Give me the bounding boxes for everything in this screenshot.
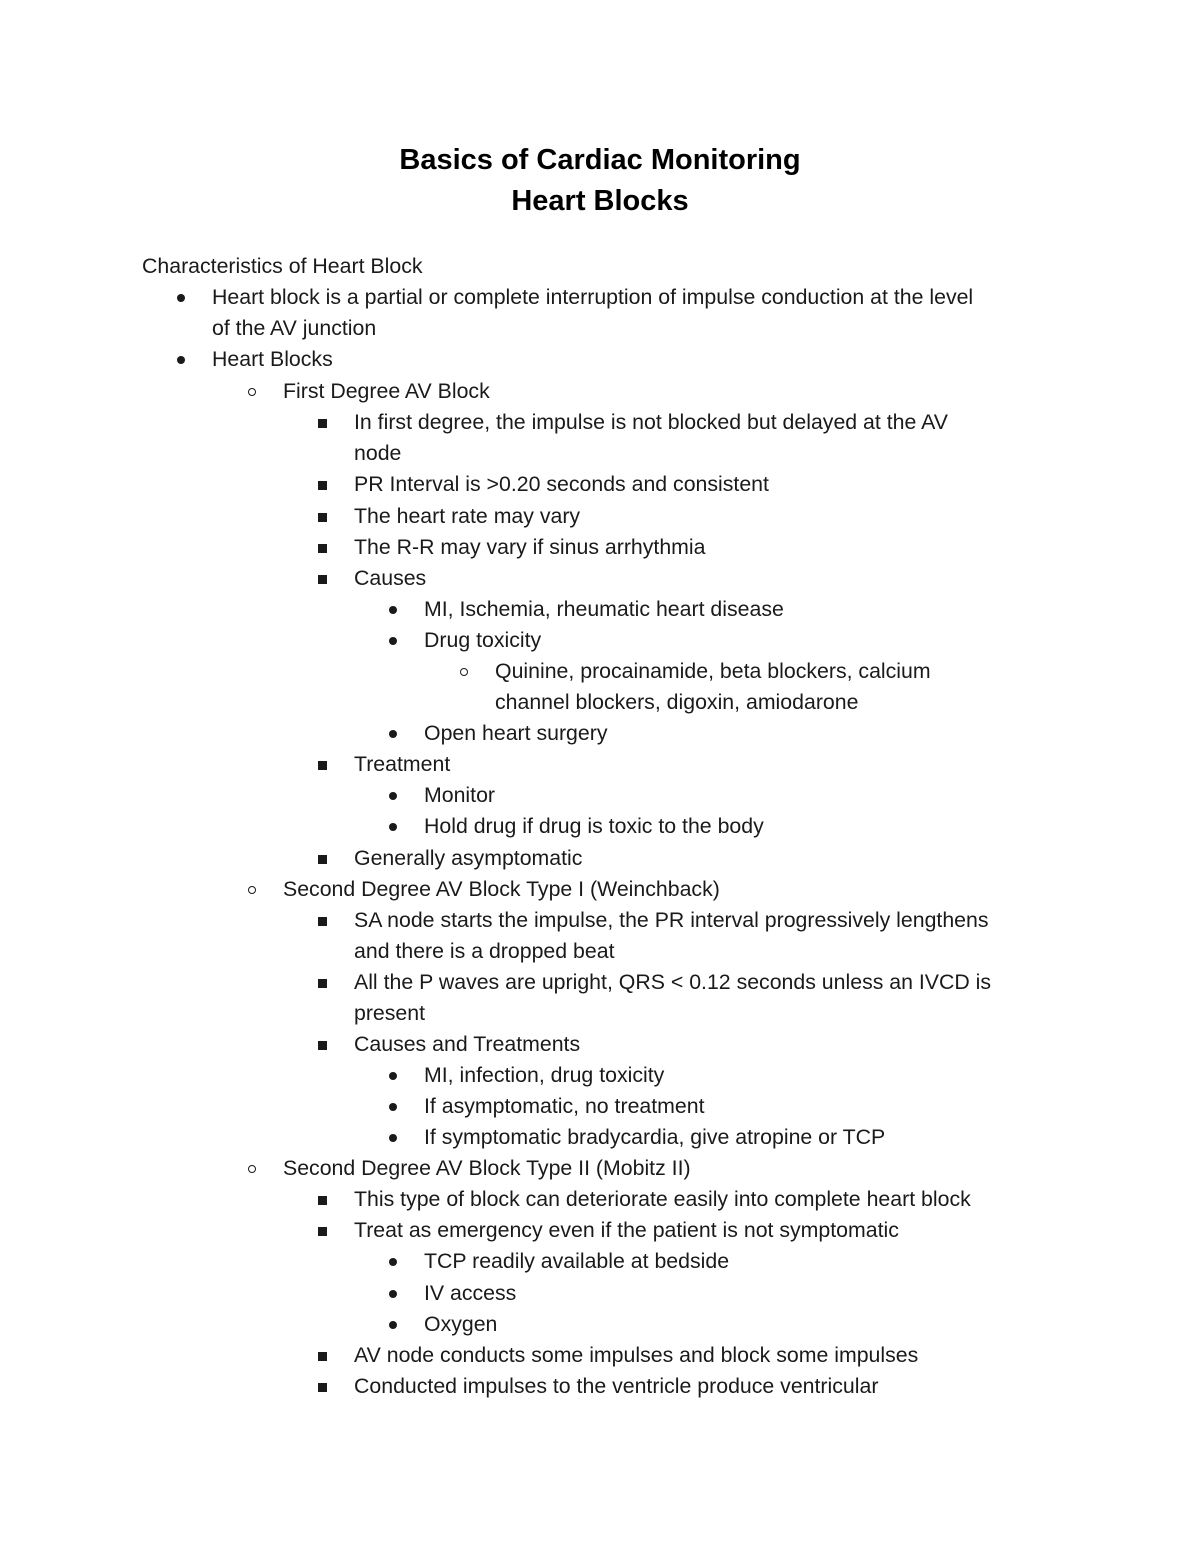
list-item-text: SA node starts the impulse, the PR interval progressively lengthens [354, 908, 989, 932]
list-item [424, 720, 608, 746]
list-item-text: PR Interval is >0.20 seconds and consistent [354, 472, 769, 496]
list-item [354, 1031, 580, 1057]
list-item [354, 565, 426, 591]
list-item [424, 1124, 885, 1150]
list-item [354, 1000, 425, 1026]
list-item [354, 1342, 918, 1368]
list-item [354, 471, 769, 497]
list-item [354, 1373, 878, 1399]
square-bullet-icon [318, 1041, 327, 1050]
list-item [212, 315, 376, 341]
list-item [354, 503, 580, 529]
list-item-text: Oxygen [424, 1312, 498, 1336]
disc-bullet-icon [389, 1103, 397, 1111]
disc-bullet-icon [389, 637, 397, 645]
disc-bullet-icon [389, 823, 397, 831]
circle-bullet-icon [248, 886, 256, 894]
list-item [354, 1217, 899, 1243]
square-bullet-icon [318, 855, 327, 864]
document-title: Basics of Cardiac Monitoring [399, 144, 801, 176]
disc-bullet-icon [389, 730, 397, 738]
disc-bullet-icon [177, 294, 185, 302]
list-item [212, 346, 333, 372]
list-item-text: Heart Blocks [212, 347, 333, 371]
list-item [495, 658, 931, 684]
square-bullet-icon [318, 1196, 327, 1205]
list-item-text: Quinine, procainamide, beta blockers, calcium [495, 659, 931, 683]
circle-bullet-icon [248, 1165, 256, 1173]
list-item [424, 813, 764, 839]
list-item-text: If symptomatic bradycardia, give atropine or TCP [424, 1125, 886, 1149]
list-item-text: Hold drug if drug is toxic to the body [424, 814, 764, 838]
circle-bullet-icon [460, 668, 468, 676]
list-item-text: This type of block can deteriorate easily into complete heart block [354, 1187, 971, 1211]
list-item [354, 1186, 971, 1212]
list-item-text: of the AV junction [212, 316, 377, 340]
list-item [424, 1062, 664, 1088]
list-item [354, 907, 989, 933]
list-item [283, 378, 490, 404]
list-item [495, 689, 858, 715]
list-item [283, 1155, 691, 1181]
list-item [354, 534, 705, 560]
list-item-text: Monitor [424, 783, 496, 807]
list-item [354, 938, 615, 964]
list-item [354, 409, 948, 435]
disc-bullet-icon [389, 1072, 397, 1080]
list-item [212, 284, 973, 310]
disc-bullet-icon [389, 1258, 397, 1266]
list-item-text: Drug toxicity [424, 628, 542, 652]
list-item-text: IV access [424, 1281, 517, 1305]
square-bullet-icon [318, 917, 327, 926]
list-item-text: AV node conducts some impulses and block some impulses [354, 1343, 919, 1367]
square-bullet-icon [318, 575, 327, 584]
list-item [424, 782, 495, 808]
disc-bullet-icon [389, 1134, 397, 1142]
list-item-text: In first degree, the impulse is not blocked but delayed at the AV [354, 410, 948, 434]
list-item-text: Treatment [354, 752, 451, 776]
square-bullet-icon [318, 481, 327, 490]
square-bullet-icon [318, 1227, 327, 1236]
list-item-text: node [354, 441, 402, 465]
list-item-text: Conducted impulses to the ventricle produce ventricular [354, 1374, 879, 1398]
list-item-text: Open heart surgery [424, 721, 608, 745]
list-item [424, 1248, 729, 1274]
square-bullet-icon [318, 419, 327, 428]
list-item-text: Characteristics of Heart Block [142, 254, 423, 278]
disc-bullet-icon [389, 1321, 397, 1329]
list-item-text: MI, infection, drug toxicity [424, 1063, 665, 1087]
list-item [354, 845, 582, 871]
list-item-text: Heart block is a partial or complete interruption of impulse conduction at the level [212, 285, 974, 309]
list-item-text: Second Degree AV Block Type I (Weinchback) [283, 877, 720, 901]
list-item [283, 876, 720, 902]
square-bullet-icon [318, 544, 327, 553]
list-item-text: If asymptomatic, no treatment [424, 1094, 705, 1118]
circle-bullet-icon [248, 388, 256, 396]
disc-bullet-icon [389, 792, 397, 800]
list-item [424, 1311, 497, 1337]
disc-bullet-icon [389, 606, 397, 614]
document-subtitle: Heart Blocks [511, 185, 689, 217]
list-item [354, 440, 401, 466]
list-item-text: and there is a dropped beat [354, 939, 615, 963]
square-bullet-icon [318, 761, 327, 770]
square-bullet-icon [318, 1383, 327, 1392]
list-item [424, 596, 784, 622]
square-bullet-icon [318, 1352, 327, 1361]
list-item-text: present [354, 1001, 426, 1025]
list-item-text: Generally asymptomatic [354, 846, 583, 870]
square-bullet-icon [318, 979, 327, 988]
list-item [424, 627, 541, 653]
list-item-text: First Degree AV Block [283, 379, 490, 403]
list-item-text: Second Degree AV Block Type II (Mobitz II) [283, 1156, 691, 1180]
disc-bullet-icon [389, 1290, 397, 1298]
list-item [354, 969, 991, 995]
list-item [354, 751, 450, 777]
list-item [424, 1280, 516, 1306]
list-item-text: MI, Ischemia, rheumatic heart disease [424, 597, 784, 621]
disc-bullet-icon [177, 356, 185, 364]
square-bullet-icon [318, 513, 327, 522]
list-item-text: channel blockers, digoxin, amiodarone [495, 690, 859, 714]
list-item [424, 1093, 705, 1119]
list-item [142, 253, 423, 279]
list-item-text: All the P waves are upright, QRS < 0.12 seconds unless an IVCD is [354, 970, 992, 994]
list-item-text: TCP readily available at bedside [424, 1249, 730, 1273]
list-item-text: The heart rate may vary [354, 504, 581, 528]
list-item-text: The R-R may vary if sinus arrhythmia [354, 535, 706, 559]
list-item-text: Treat as emergency even if the patient is not symptomatic [354, 1218, 899, 1242]
list-item-text: Causes [354, 566, 427, 590]
list-item-text: Causes and Treatments [354, 1032, 581, 1056]
